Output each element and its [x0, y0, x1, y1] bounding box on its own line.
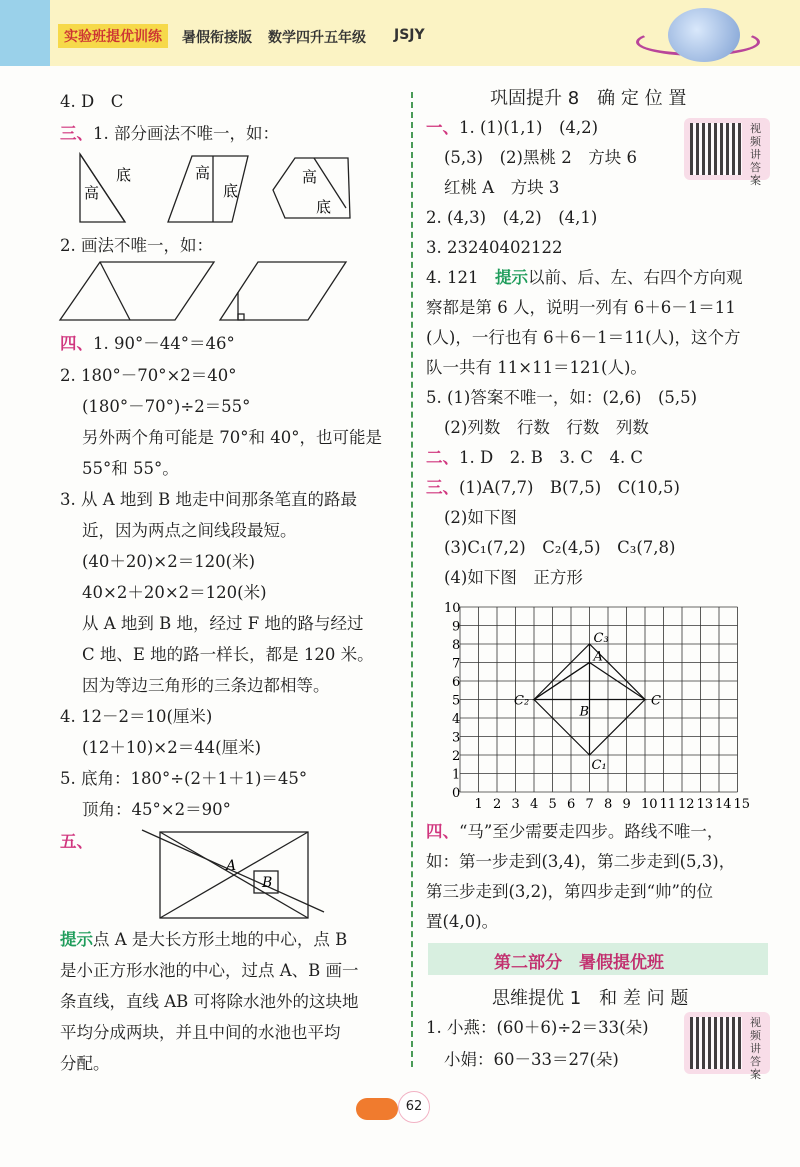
- answer-line: 4. 121: [426, 268, 479, 287]
- point-a-label: A: [226, 858, 237, 874]
- hint-text: 平均分成两块，并且中间的水池也平均: [60, 1023, 341, 1042]
- answer-line: 5. 底角：180°÷(2＋1＋1)＝45°: [60, 769, 308, 788]
- answer-line: 因为等边三角形的三条边都相等。: [82, 676, 330, 695]
- x-tick-label: 9: [622, 797, 631, 812]
- x-tick-label: 13: [696, 797, 714, 812]
- base-label: 底: [116, 166, 132, 184]
- point-label: A: [593, 649, 603, 665]
- parallelogram-split-figure: [58, 260, 358, 324]
- section-title: 思维提优 1 和 差 问 题: [492, 988, 689, 1009]
- header-decoration: [0, 0, 50, 66]
- answer-line: 从 A 地到 B 地，经过 F 地的路与经过: [82, 614, 364, 633]
- hint-label: 提示: [494, 268, 528, 287]
- answer-line: 顶角：45°×2＝90°: [82, 800, 231, 819]
- answer-line: 3. 23240402122: [426, 238, 563, 257]
- code-label: JSJY: [394, 27, 425, 43]
- qr-code-badge[interactable]: [684, 118, 770, 187]
- section-title: 巩固提升 8 确 定 位 置: [490, 88, 687, 109]
- x-tick-label: 10: [641, 797, 658, 812]
- answer-line: 置(4,0)。: [426, 912, 499, 931]
- section-marker: 三、: [426, 478, 459, 497]
- answer-line: 4. 12－2＝10(厘米): [60, 707, 213, 726]
- section-marker: 一、: [426, 118, 459, 137]
- hint-text: 队一共有 11×11＝121(人)。: [426, 358, 647, 377]
- answer-line: (4)如下图 正方形: [444, 568, 583, 587]
- part-title: 第二部分 暑假提优班: [494, 953, 664, 973]
- parallelogram-height-figure: [70, 150, 370, 232]
- point-label: C₁: [591, 758, 607, 773]
- x-tick-label: 14: [715, 797, 732, 812]
- x-tick-label: 5: [548, 797, 557, 812]
- x-tick-label: 12: [678, 797, 695, 812]
- section-marker: 二、: [426, 448, 459, 467]
- point-b-label: B: [262, 875, 273, 891]
- answer-line: 40×2＋20×2＝120(米): [82, 583, 267, 602]
- hint-text: (人)，一行也有 6＋6－1＝11(人)，这个方: [426, 328, 741, 347]
- column-divider: [411, 92, 413, 1067]
- answer-line: 红桃 A 方块 3: [444, 178, 560, 197]
- hint-label: 提示: [60, 930, 93, 949]
- height-label: 高: [195, 164, 211, 182]
- hint-text: 以前、后、左、右四个方向观: [527, 268, 743, 287]
- answer-line: 近，因为两点之间线段最短。: [82, 521, 297, 540]
- hint-text: 条直线，直线 AB 可将除水池外的这块地: [60, 992, 359, 1011]
- answer-line: 55°和 55°。: [82, 459, 179, 478]
- answer-line: (2)列数 行数 行数 列数: [444, 418, 649, 437]
- y-tick-label: 10: [444, 601, 461, 616]
- answer-line: (3)C₁(7,2) C₂(4,5) C₃(7,8): [444, 538, 676, 557]
- point-label: C₃: [593, 631, 609, 646]
- y-tick-label: 6: [452, 675, 461, 690]
- hint-text: 是小正方形水池的中心，过点 A、B 画一: [60, 961, 359, 980]
- answer-line: 1. 小燕：(60＋6)÷2＝33(朵): [426, 1018, 649, 1037]
- answer-line: 2. (4,3) (4,2) (4,1): [426, 208, 598, 227]
- y-tick-label: 2: [452, 749, 461, 764]
- qr-caption: 视频讲答案: [750, 1016, 761, 1081]
- y-tick-label: 5: [452, 693, 461, 709]
- answer-line: 3. 从 A 地到 B 地走中间那条笔直的路最: [60, 490, 358, 509]
- section-marker: 四、: [426, 822, 459, 841]
- x-tick-label: 7: [585, 797, 594, 812]
- hint-text: 点 A 是大长方形土地的中心，点 B: [93, 930, 348, 949]
- point-label: C₂: [514, 693, 530, 709]
- y-tick-label: 3: [452, 730, 461, 746]
- y-tick-label: 1: [452, 767, 461, 783]
- page-header: [0, 0, 800, 66]
- point-label: C: [651, 693, 661, 709]
- answer-line: 4. D C: [60, 92, 124, 111]
- y-tick-label: 9: [452, 619, 461, 635]
- y-tick-label: 7: [452, 656, 461, 672]
- series-title: 实验班提优训练: [58, 24, 168, 48]
- answer-line: (40＋20)×2＝120(米): [82, 552, 256, 571]
- section-marker: 三、: [60, 124, 93, 143]
- page-number: 62: [398, 1091, 430, 1123]
- answer-line: 小娟：60－33＝27(朵): [444, 1050, 619, 1069]
- x-tick-label: 11: [659, 797, 677, 812]
- height-label: 高: [302, 168, 318, 186]
- y-tick-label: 0: [452, 786, 461, 801]
- x-tick-label: 4: [530, 797, 539, 812]
- coordinate-grid-figure: [438, 596, 768, 816]
- answer-line: 1. (1)(1,1) (4,2): [459, 118, 599, 137]
- planet-decoration: [668, 8, 740, 62]
- answer-line: 5. (1)答案不唯一，如：(2,6) (5,5): [426, 388, 698, 407]
- qr-code-badge[interactable]: [684, 1012, 770, 1081]
- hint-text: 察都是第 6 人，说明一列有 6＋6－1＝11: [426, 298, 736, 317]
- x-tick-label: 8: [604, 797, 613, 812]
- answer-line: 1. 部分画法不唯一，如：: [93, 124, 279, 143]
- x-tick-label: 15: [733, 797, 751, 812]
- section-marker: 五、: [60, 832, 93, 851]
- answer-line: 1. 90°－44°＝46°: [93, 334, 235, 353]
- answer-line: 如：第一步走到(3,4)，第二步走到(5,3)，: [426, 852, 736, 871]
- hint-text: 分配。: [60, 1054, 110, 1073]
- x-tick-label: 1: [474, 797, 483, 812]
- x-tick-label: 2: [493, 797, 502, 812]
- edition-label: 暑假衔接版: [182, 30, 252, 46]
- section-marker: 四、: [60, 334, 93, 353]
- qr-caption: 视频讲答案: [750, 122, 761, 187]
- submarine-icon: [356, 1098, 398, 1120]
- answer-line: (5,3) (2)黑桃 2 方块 6: [444, 148, 637, 167]
- qr-code-icon: [690, 123, 742, 175]
- point-label: B: [579, 704, 590, 720]
- answer-line: (2)如下图: [444, 508, 517, 527]
- answer-line: (180°－70°)÷2＝55°: [82, 397, 251, 416]
- answer-line: C 地、E 地的路一样长，都是 120 米。: [82, 645, 374, 664]
- answer-line: (1)A(7,7) B(7,5) C(10,5): [459, 478, 680, 497]
- answer-line: 1. D 2. B 3. C 4. C: [459, 448, 644, 467]
- course-label: 数学四升五年级: [268, 30, 366, 46]
- y-tick-label: 8: [452, 638, 461, 653]
- base-label: 底: [316, 198, 332, 216]
- x-tick-label: 6: [567, 797, 576, 812]
- answer-line: “马”至少需要走四步。路线不唯一，: [459, 822, 724, 841]
- y-tick-label: 4: [452, 712, 461, 727]
- answer-line: 另外两个角可能是 70°和 40°，也可能是: [82, 428, 382, 447]
- rectangle-land-figure: [140, 828, 330, 924]
- answer-line: 第三步走到(3,2)，第四步走到“帅”的位: [426, 882, 713, 901]
- base-label: 底: [223, 182, 239, 200]
- answer-line: 2. 画法不唯一，如：: [60, 236, 213, 255]
- x-tick-label: 3: [511, 797, 520, 812]
- qr-code-icon: [690, 1017, 742, 1069]
- height-label: 高: [84, 184, 100, 202]
- answer-line: (12＋10)×2＝44(厘米): [82, 738, 262, 757]
- answer-line: 2. 180°－70°×2＝40°: [60, 366, 237, 385]
